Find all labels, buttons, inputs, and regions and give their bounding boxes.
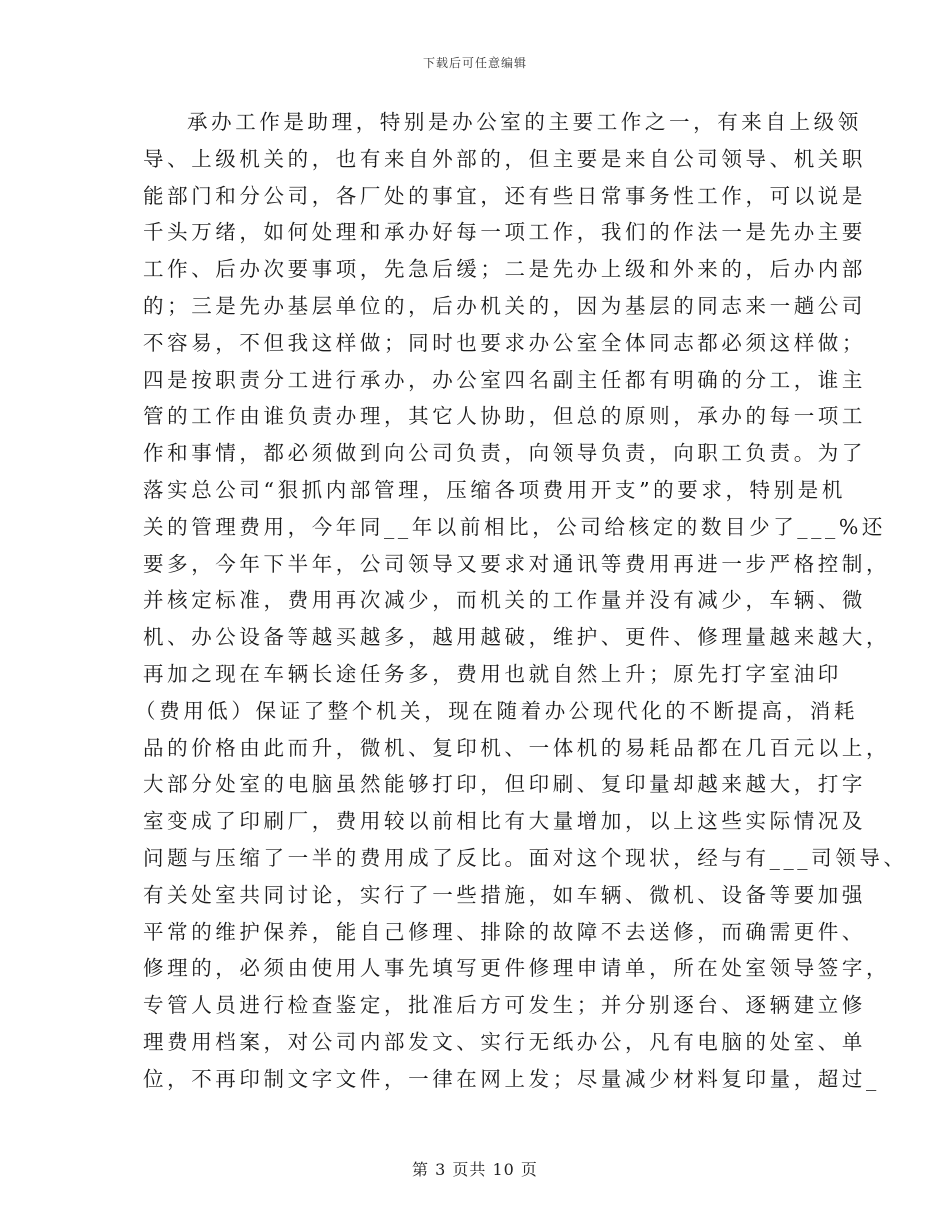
paragraph-line: 千头万绪，如何处理和承办好每一项工作，我们的作法一是先办主要 (143, 220, 866, 245)
paragraph-line: 作和事情，都必须做到向公司负责，向领导负责，向职工负责。为了 (143, 441, 866, 466)
body-text (135, 104, 908, 1098)
paragraph-line: 关的管理费用，今年同__年以前相比，公司给核定的数目少了___%还 (143, 514, 887, 539)
page-number: 第 3 页共 10 页 (412, 1160, 538, 1179)
paragraph-line: 理费用档案，对公司内部发文、实行无纸办公，凡有电脑的处室、单 (143, 1029, 866, 1054)
paragraph-line: 大部分处室的电脑虽然能够打印，但印刷、复印量却越来越大，打字 (143, 772, 866, 797)
paragraph-line: 要多，今年下半年，公司领导又要求对通讯等费用再进一步严格控制， (143, 551, 891, 576)
paragraph-line: （费用低）保证了整个机关，现在随着办公现代化的不断提高，消耗 (135, 698, 858, 723)
paragraph-line: 修理的，必须由使用人事先填写更件修理申请单，所在处室领导签字， (143, 956, 891, 981)
paragraph-line: 导、上级机关的，也有来自外部的，但主要是来自公司领导、机关职 (143, 146, 866, 171)
paragraph-line: 品的价格由此而升，微机、复印机、一体机的易耗品都在几百元以上， (143, 735, 891, 760)
paragraph-line: 能部门和分公司，各厂处的事宜，还有些日常事务性工作，可以说是 (143, 183, 866, 208)
paragraph-line: 再加之现在车辆长途任务多，费用也就自然上升；原先打字室油印 (143, 661, 842, 686)
paragraph-line: 并核定标准，费用再次减少，而机关的工作量并没有减少，车辆、微 (143, 588, 866, 613)
paragraph-line: 问题与压缩了一半的费用成了反比。面对这个现状，经与有___司领导、 (143, 845, 908, 870)
paragraph-line: 机、办公设备等越买越多，越用越破，维护、更件、修理量越来越大， (143, 625, 891, 650)
paragraph-line: 承办工作是助理，特别是办公室的主要工作之一，有来自上级领 (187, 110, 862, 134)
paragraph-line: 的；三是先办基层单位的，后办机关的，因为基层的同志来一趟公司 (143, 293, 866, 318)
paragraph-line: 管的工作由谁负责办理，其它人协助，但总的原则，承办的每一项工 (143, 404, 866, 429)
paragraph-line: 工作、后办次要事项，先急后缓；二是先办上级和外来的，后办内部 (143, 257, 866, 282)
paragraph-line: 位，不再印制文字文件，一律在网上发；尽量减少材料复印量，超过_ (143, 1066, 880, 1091)
paragraph-line: 专管人员进行检查鉴定，批准后方可发生；并分别逐台、逐辆建立修 (143, 993, 866, 1018)
paragraph-line: 不容易，不但我这样做；同时也要求办公室全体同志都必须这样做； (143, 330, 866, 355)
page-header: 下载后可任意编辑 (422, 56, 527, 70)
paragraph-line: 落实总公司“狠抓内部管理，压缩各项费用开支”的要求，特别是机 (143, 477, 846, 502)
paragraph-line: 室变成了印刷厂，费用较以前相比有大量增加，以上这些实际情况及 (143, 809, 866, 834)
paragraph-line: 平常的维护保养，能自己修理、排除的故障不去送修，而确需更件、 (143, 919, 866, 944)
paragraph-line: 四是按职责分工进行承办，办公室四名副主任都有明确的分工，谁主 (143, 367, 866, 392)
paragraph-line: 有关处室共同讨论，实行了一些措施，如车辆、微机、设备等要加强 (143, 882, 866, 907)
